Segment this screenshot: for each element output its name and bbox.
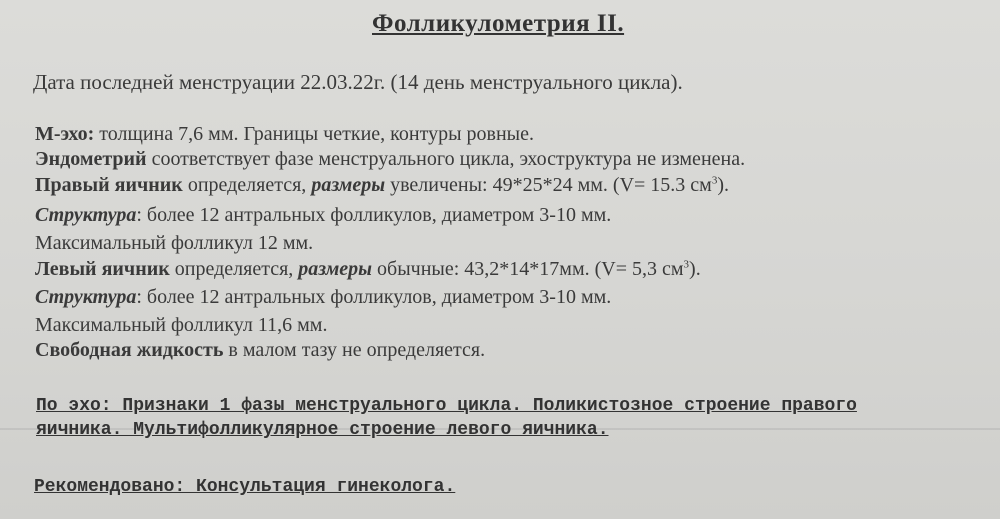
- endometrium-label: Эндометрий: [35, 148, 147, 170]
- document-title: Фолликулометрия II.: [372, 10, 625, 37]
- left-ovary-sup: 3: [683, 258, 690, 271]
- m-echo-label: М-эхо:: [35, 123, 95, 145]
- right-ovary-text2: увеличены: 49*25*24 мм. (V= 15.3 см: [385, 174, 712, 196]
- right-ovary-text1: определяется,: [182, 174, 312, 196]
- m-echo-text: толщина 7,6 мм. Границы четкие, контуры ровные.: [94, 123, 534, 145]
- free-fluid-line: [35, 339, 485, 362]
- free-fluid-text: в малом тазу не определяется.: [223, 339, 486, 361]
- left-ovary-text3: ).: [689, 258, 701, 280]
- left-max-follicle: Максимальный фолликул 11,6 мм.: [35, 314, 328, 336]
- m-echo-line: [35, 123, 534, 146]
- left-ovary-text1: определяется,: [169, 258, 299, 280]
- left-structure-line: [35, 286, 611, 309]
- endometrium-text: соответствует фазе менструального цикла, эхоструктура не изменена.: [146, 148, 746, 170]
- endometrium-line: [35, 148, 745, 171]
- free-fluid-label: Свободная жидкость: [35, 339, 224, 361]
- right-max-follicle: Максимальный фолликул 12 мм.: [35, 232, 314, 254]
- left-ovary-size-label: размеры: [298, 258, 373, 280]
- right-ovary-label: Правый яичник: [35, 174, 183, 196]
- recommendation-line: Рекомендовано: Консультация гинеколога.: [34, 477, 456, 497]
- left-ovary-text2: обычные: 43,2*14*17мм. (V= 5,3 см: [372, 258, 684, 280]
- left-structure-text: : более 12 антральных фолликулов, диаметром 3-10 мм.: [136, 286, 612, 308]
- right-ovary-text3: ).: [717, 174, 729, 196]
- right-structure-line: [35, 204, 611, 227]
- conclusion-line-1: По эхо: Признаки 1 фазы менструального цикла. Поликистозное строение правого: [36, 396, 857, 416]
- right-structure-text: : более 12 антральных фолликулов, диаметром 3-10 мм.: [136, 204, 612, 226]
- left-ovary-label: Левый яичник: [35, 258, 170, 280]
- right-ovary-line: [35, 174, 729, 197]
- right-structure-label: Структура: [35, 204, 137, 226]
- right-ovary-size-label: размеры: [311, 174, 386, 196]
- conclusion-line-2: яичника. Мультифолликулярное строение левого яичника.: [36, 420, 609, 440]
- left-structure-label: Структура: [35, 286, 137, 308]
- right-ovary-sup: 3: [711, 174, 718, 187]
- last-menstruation-date: Дата последней менструации 22.03.22г. (14 день менструального цикла).: [33, 70, 683, 94]
- left-ovary-line: [35, 258, 701, 281]
